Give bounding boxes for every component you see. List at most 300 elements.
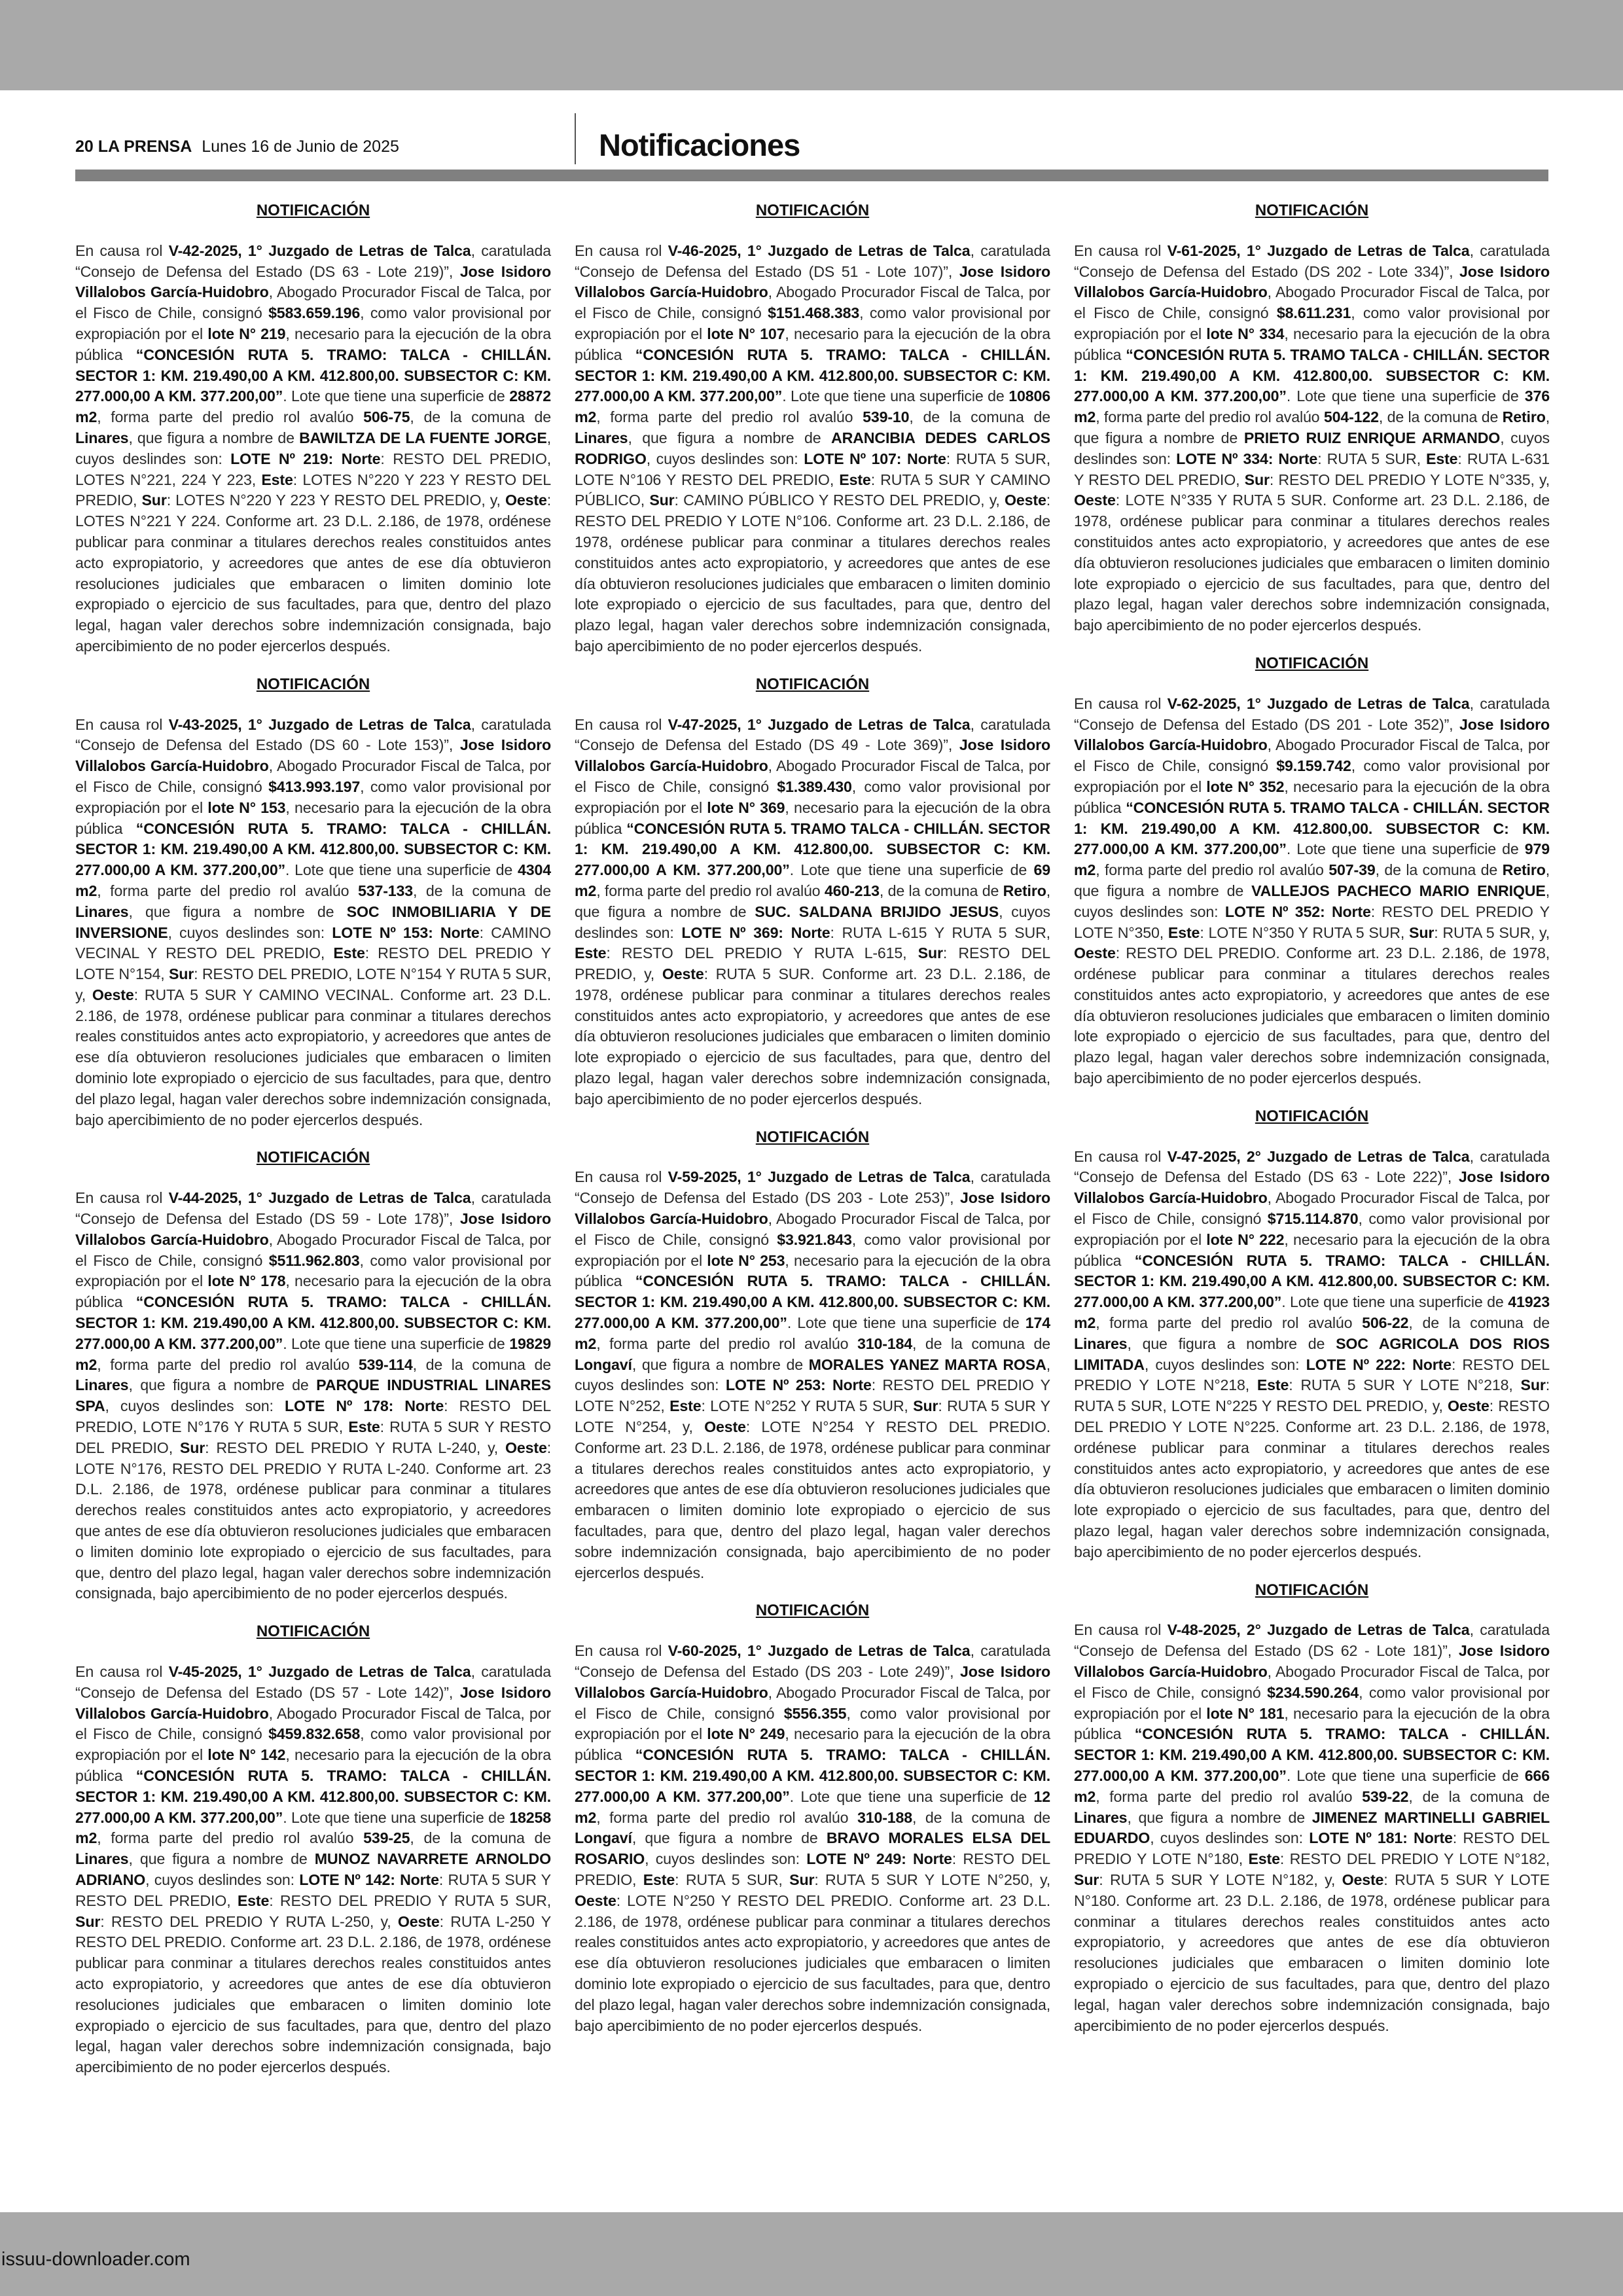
notice-text: , de la comuna de bbox=[912, 1335, 1050, 1352]
notice-bold-text: LOTE Nº 181: Norte bbox=[1309, 1829, 1453, 1847]
notice-bold-text: $234.590.264 bbox=[1267, 1683, 1359, 1701]
notice-text: : RUTA 5 SUR Y RESTO DEL PREDIO, bbox=[75, 1418, 552, 1456]
notice-text: , como valor provisional por expropiación por el bbox=[75, 778, 551, 816]
notice-text: : RUTA 5 SUR, LOTE N°225 Y RESTO DEL PREDIO, y, bbox=[1074, 1376, 1550, 1415]
notice-bold-text: lote N° 352 bbox=[1206, 778, 1285, 795]
notice bbox=[575, 1127, 1050, 1584]
notice-text: , Abogado Procurador Fiscal de Talca, por el Fisco de Chile, consignó bbox=[1074, 1663, 1550, 1701]
notice-bold-text: V-47-2025, 1° Juzgado de Letras de Talca bbox=[668, 715, 971, 733]
notice-bold-text: Jose Isidoro Villalobos García-Huidobro bbox=[75, 736, 551, 775]
notice-bold-text: 19829 m2 bbox=[75, 1335, 551, 1373]
notice-text: : LOTE N°335 Y RUTA 5 SUR. Conforme art. 23 D.L. 2.186, de 1978, ordénese publicar para conminar a titulares derechos reales constituidos antes acto expropiatorio, y acreedores que antes de ese día obtuvieron resoluciones judiciales que embaracen o limiten dominio lote expropiado o ejercicio de sus facultades, para que, dentro del plazo legal, hagan valer derechos sobre indemnización consignada, bajo apercibimiento de no poder ejercerlos después. bbox=[1074, 492, 1550, 634]
notice-text: : RESTO DEL PREDIO Y RUTA L-250, y, bbox=[100, 1912, 398, 1930]
notice-text: , caratulada “Consejo de Defensa del Estado (DS 201 - Lote 352)”, bbox=[1074, 694, 1550, 733]
notice-text: , caratulada “Consejo de Defensa del Estado (DS 63 - Lote 219)”, bbox=[75, 242, 551, 280]
notice-bold-text: “CONCESIÓN RUTA 5. TRAMO: TALCA - CHILLÁN. SECTOR 1: KM. 219.490,00 A KM. 412.800,00. SUBSECTOR C: KM. 277.000,00 A KM. 377.200,00” bbox=[75, 1767, 551, 1826]
notice-text: , que figura a nombre de bbox=[128, 1850, 315, 1868]
notice bbox=[75, 1147, 551, 1604]
notice-text: : CAMINO PÚBLICO Y RESTO DEL PREDIO, y, bbox=[674, 492, 1005, 509]
notice-text: , de la comuna de bbox=[879, 882, 1003, 899]
notice-bold-text: Linares bbox=[75, 903, 129, 920]
notice-bold-text: 310-184 bbox=[857, 1335, 913, 1352]
notice-text: . Lote que tiene una superficie de bbox=[1286, 387, 1525, 405]
notice-bold-text: Jose Isidoro Villalobos García-Huidobro bbox=[1074, 715, 1550, 754]
notice-title: NOTIFICACIÓN bbox=[1255, 202, 1369, 219]
notice-text: En causa rol bbox=[1074, 242, 1168, 259]
notice-bold-text: Este bbox=[333, 944, 365, 962]
notice-text: , forma parte del predio rol avalúo bbox=[1096, 861, 1329, 879]
notice-title: NOTIFICACIÓN bbox=[256, 202, 370, 219]
notice-bold-text: V-61-2025, 1° Juzgado de Letras de Talca bbox=[1167, 242, 1470, 259]
notice-text: , caratulada “Consejo de Defensa del Estado (DS 203 - Lote 253)”, bbox=[575, 1168, 1050, 1207]
notice-bold-text: 539-10 bbox=[863, 408, 910, 426]
notice-bold-text: Jose Isidoro Villalobos García-Huidobro bbox=[1074, 262, 1550, 301]
notice-bold-text: SUC. SALDANA BRIJIDO JESUS bbox=[755, 903, 999, 920]
notice-bold-text: PRIETO RUIZ ENRIQUE ARMANDO bbox=[1243, 429, 1501, 446]
notice bbox=[75, 1621, 551, 2078]
notice-text: : RESTO DEL PREDIO Y LOTE N°335, y, bbox=[1269, 471, 1550, 488]
notice-bold-text: 666 m2 bbox=[1074, 1767, 1550, 1805]
notice-bold-text: V-46-2025, 1° Juzgado de Letras de Talca bbox=[668, 242, 971, 259]
notice-bold-text: Oeste bbox=[397, 1912, 440, 1930]
notice-bold-text: Jose Isidoro Villalobos García-Huidobro bbox=[1074, 1642, 1550, 1680]
notice-bold-text: SOC AGRICOLA DOS RIOS LIMITADA bbox=[1074, 1335, 1550, 1373]
notice-text: , Abogado Procurador Fiscal de Talca, por el Fisco de Chile, consignó bbox=[575, 283, 1050, 322]
notice-text: , como valor provisional por expropiación por el bbox=[1074, 757, 1550, 795]
notice-text: , Abogado Procurador Fiscal de Talca, por el Fisco de Chile, consignó bbox=[75, 1230, 551, 1269]
notice-bold-text: MORALES YANEZ MARTA ROSA bbox=[808, 1355, 1046, 1373]
notice-text: , Abogado Procurador Fiscal de Talca, por el Fisco de Chile, consignó bbox=[75, 757, 551, 795]
column-3 bbox=[1074, 200, 1550, 2036]
notice-bold-text: Sur bbox=[75, 1912, 101, 1930]
notice-text: , caratulada “Consejo de Defensa del Estado (DS 203 - Lote 249)”, bbox=[575, 1642, 1050, 1680]
notice-text: . Lote que tiene una superficie de bbox=[787, 1314, 1026, 1332]
notice-text: En causa rol bbox=[75, 242, 169, 259]
notice-text: En causa rol bbox=[75, 715, 169, 733]
notice-bold-text: 18258 m2 bbox=[75, 1808, 551, 1847]
notice-text: , caratulada “Consejo de Defensa del Estado (DS 202 - Lote 334)”, bbox=[1074, 242, 1550, 280]
notice-text: , forma parte del predio rol avalúo bbox=[97, 1355, 359, 1373]
notice-body bbox=[1074, 694, 1550, 1089]
notice-text: , necesario para la ejecución de la obra pública bbox=[75, 1272, 551, 1311]
notice-text: : LOTE N°254 Y RESTO DEL PREDIO. Conforme art. 23 D.L. 2.186, de 1978, ordénese publicar para conminar a titulares derechos reales constituidos antes acto expropiatorio, y acreedores que antes de ese día obtuvieron resoluciones judiciales que embaracen o limiten dominio lote expropiado o ejercicio de sus facultades, para que, dentro del plazo legal, hagan valer derechos sobre indemnización consignada, bajo apercibimiento de no poder ejercerlos después. bbox=[575, 1418, 1050, 1581]
notice-text: , necesario para la ejecución de la obra pública bbox=[75, 325, 551, 363]
notice-text: En causa rol bbox=[575, 715, 668, 733]
notice-text: , forma parte del predio rol avalúo bbox=[97, 882, 358, 899]
notice-text: . Lote que tiene una superficie de bbox=[283, 1335, 510, 1352]
notice-bold-text: 506-22 bbox=[1362, 1314, 1409, 1332]
notice-text: , que figura a nombre de bbox=[128, 1376, 317, 1394]
notice-bold-text: Jose Isidoro Villalobos García-Huidobro bbox=[575, 1663, 1050, 1701]
notice-text: , cuyos deslindes son: bbox=[1144, 1355, 1306, 1373]
notice-bold-text: V-48-2025, 2° Juzgado de Letras de Talca bbox=[1167, 1621, 1470, 1639]
notice-bold-text: “CONCESIÓN RUTA 5. TRAMO TALCA - CHILLÁN. SECTOR 1: KM. 219.490,00 A KM. 412.800,00. SUBSECTOR C: KM. 277.000,00 A KM. 377.200,00” bbox=[1074, 798, 1550, 858]
notice-bold-text: Oeste bbox=[575, 1892, 616, 1909]
notice-text: , que figura a nombre de bbox=[1074, 861, 1550, 899]
notice-text: , de la comuna de bbox=[912, 1808, 1050, 1826]
notice-body bbox=[75, 715, 551, 1131]
notice-bold-text: Oeste bbox=[92, 986, 134, 1003]
notice-bold-text: Oeste bbox=[662, 965, 704, 983]
notice-text: , necesario para la ejecución de la obra pública bbox=[575, 325, 1050, 363]
notice-bold-text: 174 m2 bbox=[575, 1314, 1050, 1352]
notice-bold-text: BAWILTZA DE LA FUENTE JORGE bbox=[299, 429, 547, 446]
notice-bold-text: “CONCESIÓN RUTA 5. TRAMO TALCA - CHILLÁN. SECTOR 1: KM. 219.490,00 A KM. 412.800,00. SUBSECTOR C: KM. 277.000,00 A KM. 377.200,00” bbox=[1074, 346, 1550, 405]
notice-bold-text: $3.921.843 bbox=[777, 1230, 852, 1248]
notice-bold-text: Sur bbox=[1074, 1871, 1099, 1888]
notice-bold-text: V-45-2025, 1° Juzgado de Letras de Talca bbox=[168, 1663, 471, 1680]
notice-text: . Lote que tiene una superficie de bbox=[285, 861, 518, 879]
watermark: issuu-downloader.com bbox=[1, 2249, 190, 2270]
notice-text: , Abogado Procurador Fiscal de Talca, por el Fisco de Chile, consignó bbox=[575, 1210, 1050, 1248]
notice-text: , como valor provisional por expropiación por el bbox=[575, 1704, 1050, 1743]
notice-text: : RUTA 5 SUR. Conforme art. 23 D.L. 2.186, de 1978, ordénese publicar para conminar a titulares derechos reales constituidos antes acto expropiatorio, y acreedores que antes de ese día obtuvieron resoluciones judiciales que embaracen o limiten dominio lote expropiado o ejercicio de sus facultades, para que, dentro del plazo legal, hagan valer derechos sobre indemnización consignada, bajo apercibimiento de no poder ejercerlos después. bbox=[575, 965, 1050, 1107]
notice-bold-text: $9.159.742 bbox=[1276, 757, 1351, 775]
notice-text: : LOTE N°176, RESTO DEL PREDIO Y RUTA L-240. Conforme art. 23 D.L. 2.186, de 1978, ordénese publicar para conminar a titulares derechos reales constituidos antes acto expropiatorio, y acreedores que antes de ese día obtuvieron resoluciones judiciales que embaracen o limiten dominio lote expropiado o ejercicio de sus facultades, para que, dentro del plazo legal, hagan valer derechos sobre indemnización consignada, bajo apercibimiento de no poder ejercerlos después. bbox=[75, 1439, 551, 1602]
notice-bold-text: $556.355 bbox=[783, 1704, 847, 1722]
notice-body bbox=[575, 1167, 1050, 1583]
notice-body bbox=[75, 241, 551, 657]
notice-bold-text: V-44-2025, 1° Juzgado de Letras de Talca bbox=[168, 1189, 471, 1207]
notice-bold-text: V-42-2025, 1° Juzgado de Letras de Talca bbox=[168, 242, 471, 259]
notice-text: , cuyos deslindes son: bbox=[1150, 1829, 1310, 1847]
notice-text: , Abogado Procurador Fiscal de Talca, por el Fisco de Chile, consignó bbox=[1074, 1189, 1550, 1228]
notice-text: , como valor provisional por expropiación por el bbox=[75, 1251, 551, 1290]
notice-bold-text: Sur bbox=[141, 492, 167, 509]
notice bbox=[75, 674, 551, 1131]
notice-text: : RUTA 5 SUR Y LOTE N°218, bbox=[1289, 1376, 1521, 1394]
newspaper-page bbox=[0, 90, 1623, 2212]
notice-text: . Lote que tiene una superficie de bbox=[1286, 1767, 1525, 1784]
notice-text: . Lote que tiene una superficie de bbox=[782, 387, 1009, 405]
notice-text: : RUTA L-631 Y RESTO DEL PREDIO, bbox=[1074, 450, 1550, 488]
notice-bold-text: lote N° 369 bbox=[707, 798, 785, 816]
notice-text: : RESTO DEL PREDIO Y RUTA 5 SUR, bbox=[269, 1892, 551, 1909]
notice-bold-text: Jose Isidoro Villalobos García-Huidobro bbox=[75, 262, 551, 301]
notice-title: NOTIFICACIÓN bbox=[1255, 654, 1369, 672]
notice-text: : RESTO DEL PREDIO Y LOTE N°180, bbox=[1074, 1829, 1550, 1868]
notice-bold-text: 539-22 bbox=[1362, 1787, 1409, 1805]
notice-title: NOTIFICACIÓN bbox=[256, 1623, 370, 1641]
notice-bold-text: LOTE Nº 352: Norte bbox=[1224, 903, 1371, 920]
notice-bold-text: lote N° 253 bbox=[707, 1251, 785, 1269]
notice-text: , de la comuna de bbox=[1408, 1314, 1550, 1332]
notice-text: , cuyos deslindes son: bbox=[145, 1871, 300, 1888]
notice-title: NOTIFICACIÓN bbox=[755, 1602, 870, 1620]
column-1 bbox=[75, 200, 551, 2078]
notice-bold-text: Oeste bbox=[1342, 1871, 1384, 1888]
notice-bold-text: 979 m2 bbox=[1074, 840, 1550, 879]
notice-title: NOTIFICACIÓN bbox=[755, 1128, 870, 1146]
notice-text: : RESTO DEL PREDIO Y LOTE N°350, bbox=[1074, 903, 1550, 941]
notice-text: , de la comuna de bbox=[909, 408, 1050, 426]
notice-text: , forma parte del predio rol avalúo bbox=[596, 1808, 857, 1826]
notice-bold-text: Sur bbox=[649, 492, 675, 509]
notice-bold-text: $8.611.231 bbox=[1276, 304, 1351, 322]
notice-text: , caratulada “Consejo de Defensa del Estado (DS 62 - Lote 181)”, bbox=[1074, 1621, 1550, 1660]
notice-text: , caratulada “Consejo de Defensa del Estado (DS 59 - Lote 178)”, bbox=[75, 1189, 551, 1228]
notice-bold-text: $583.659.196 bbox=[268, 304, 361, 322]
notice-bold-text: 504-122 bbox=[1323, 408, 1379, 426]
notice-bold-text: Oeste bbox=[1448, 1397, 1489, 1415]
notice-text: . Lote que tiene una superficie de bbox=[789, 1787, 1034, 1805]
notice-text: : RESTO DEL PREDIO. Conforme art. 23 D.L. 2.186, de 1978, ordénese publicar para conminar a titulares derechos reales constituidos antes acto expropiatorio, y acreedores que antes de ese día obtuvieron resoluciones judiciales que embaracen o limiten dominio lote expropiado o ejercicio de sus facultades, para que, dentro del plazo legal, hagan valer derechos sobre indemnización consignada, bajo apercibimiento de no poder ejercerlos después. bbox=[1074, 944, 1550, 1087]
notice-text: : RESTO DEL PREDIO Y LOTE N°154, bbox=[75, 944, 551, 983]
notice-bold-text: Este bbox=[1426, 450, 1458, 467]
notice-title: NOTIFICACIÓN bbox=[1255, 1107, 1369, 1125]
notice-bold-text: $151.468.383 bbox=[768, 304, 860, 322]
notice-bold-text: Linares bbox=[75, 429, 129, 446]
notice-text: , de la comuna de bbox=[413, 882, 551, 899]
notice-text: , forma parte del predio rol avalúo bbox=[97, 1829, 364, 1847]
notice-bold-text: Este bbox=[348, 1418, 380, 1436]
notice-text: , cuyos deslindes son: bbox=[1074, 429, 1550, 467]
notice-bold-text: lote N° 334 bbox=[1206, 325, 1285, 342]
notice-bold-text: $1.389.430 bbox=[777, 778, 852, 795]
notice-title: NOTIFICACIÓN bbox=[1255, 1581, 1369, 1599]
notice bbox=[575, 200, 1050, 657]
notice-bold-text: LOTE Nº 334: Norte bbox=[1176, 450, 1318, 467]
notice-bold-text: Este bbox=[839, 471, 871, 488]
notice-text: , Abogado Procurador Fiscal de Talca, por el Fisco de Chile, consignó bbox=[1074, 736, 1550, 775]
notice-title: NOTIFICACIÓN bbox=[256, 675, 370, 693]
notice-text: , que figura a nombre de bbox=[128, 903, 347, 920]
notice-text: . Lote que tiene una superficie de bbox=[283, 387, 510, 405]
notice bbox=[1074, 1106, 1550, 1563]
notice-bold-text: Retiro bbox=[1502, 408, 1546, 426]
notice bbox=[1074, 653, 1550, 1089]
notice-text: : RUTA 5 SUR Y LOTE N°180. Conforme art. 23 D.L. 2.186, de 1978, ordénese publicar para conminar a titulares derechos reales constituidos antes acto expropiatorio, y acreedores que antes de ese día obtuvieron resoluciones judiciales que embaracen o limiten dominio lote expropiado o ejercicio de sus facultades, para que, dentro del plazo legal, hagan valer derechos sobre indemnización consignada, bajo apercibimiento de no poder ejercerlos después. bbox=[1074, 1871, 1550, 2034]
notice-text: : RUTA 5 SUR, bbox=[675, 1871, 790, 1888]
notice-text: , Abogado Procurador Fiscal de Talca, por el Fisco de Chile, consignó bbox=[75, 1704, 551, 1743]
notice-text: : RESTO DEL PREDIO Y RUTA L-240, y, bbox=[205, 1439, 505, 1456]
issue-date: Lunes 16 de Junio de 2025 bbox=[202, 137, 399, 156]
notice-text: , cuyos deslindes son: bbox=[645, 1850, 807, 1868]
notice-bold-text: lote N° 249 bbox=[707, 1725, 785, 1743]
notice-bold-text: Jose Isidoro Villalobos García-Huidobro bbox=[575, 262, 1050, 301]
notice-bold-text: 376 m2 bbox=[1074, 387, 1550, 426]
notice-bold-text: 539-114 bbox=[358, 1355, 413, 1373]
notice-bold-text: $459.832.658 bbox=[268, 1725, 361, 1743]
notice-text: : RESTO DEL PREDIO Y LOTE N°106. Conforme art. 23 D.L. 2.186, de 1978, ordénese publicar para conminar a titulares derechos reales constituidos antes acto expropiatorio, y acreedores que antes de ese día obtuvieron resoluciones judiciales que embaracen o limiten dominio lote expropiado o ejercicio de sus facultades, para que, dentro del plazo legal, hagan valer derechos sobre indemnización consignada, bajo apercibimiento de no poder ejercerlos después. bbox=[575, 492, 1050, 655]
notice-text: , caratulada “Consejo de Defensa del Estado (DS 60 - Lote 153)”, bbox=[75, 715, 551, 754]
notice-text: , caratulada “Consejo de Defensa del Estado (DS 51 - Lote 107)”, bbox=[575, 242, 1050, 280]
notice bbox=[75, 200, 551, 657]
notice-bold-text: Oeste bbox=[1005, 492, 1046, 509]
notice-bold-text: Este bbox=[1248, 1850, 1280, 1868]
notice bbox=[575, 674, 1050, 1110]
notice-bold-text: BRAVO MORALES ELSA DEL ROSARIO bbox=[575, 1829, 1051, 1868]
notice-text: . Lote que tiene una superficie de bbox=[283, 1808, 510, 1826]
notice-bold-text: “CONCESIÓN RUTA 5. TRAMO: TALCA - CHILLÁN. SECTOR 1: KM. 219.490,00 A KM. 412.800,00. SUBSECTOR C: KM. 277.000,00 A KM. 377.200,00” bbox=[575, 1746, 1050, 1805]
notice-bold-text: Oeste bbox=[505, 492, 547, 509]
notice-text: : RESTO DEL PREDIO, bbox=[575, 1850, 1050, 1888]
notice-text: , como valor provisional por expropiación por el bbox=[1074, 1683, 1550, 1722]
notice-text: , que figura a nombre de bbox=[632, 1829, 827, 1847]
notice-bold-text: Retiro bbox=[1502, 861, 1546, 879]
notice-text: , Abogado Procurador Fiscal de Talca, por el Fisco de Chile, consignó bbox=[1074, 283, 1550, 322]
notice-bold-text: Longaví bbox=[575, 1355, 632, 1373]
notice-bold-text: “CONCESIÓN RUTA 5. TRAMO TALCA - CHILLÁN. SECTOR 1: KM. 219.490,00 A KM. 412.800,00. SUBSECTOR C: KM. 277.000,00 A KM. 377.200,00” bbox=[575, 819, 1050, 879]
notice-text: : LOTE N°250 Y RESTO DEL PREDIO. Conforme art. 23 D.L. 2.186, de 1978, ordénese publicar para conminar a titulares derechos reales constituidos antes acto expropiatorio, y acreedores que antes de ese día obtuvieron resoluciones judiciales que embaracen o limiten dominio lote expropiado o ejercicio de sus facultades, para que, dentro del plazo legal, hagan valer derechos sobre indemnización consignada, bajo apercibimiento de no poder ejercerlos después. bbox=[575, 1892, 1050, 2034]
notice-bold-text: Oeste bbox=[1074, 492, 1116, 509]
notice-bold-text: Linares bbox=[75, 1376, 129, 1394]
notice-text: , forma parte del predio rol avalúo bbox=[596, 882, 825, 899]
notice-text: , de la comuna de bbox=[412, 1355, 551, 1373]
notice-bold-text: LOTE Nº 107: Norte bbox=[804, 450, 946, 467]
notice-text: : RUTA L-250 Y RESTO DEL PREDIO. Conforme art. 23 D.L. 2.186, de 1978, ordénese publicar para conminar a titulares derechos reales constituidos antes acto expropiatorio, y acreedores que antes de ese día obtuvieron resoluciones judiciales que embaracen o limiten dominio lote expropiado o ejercicio de sus facultades, para que, dentro del plazo legal, hagan valer derechos sobre indemnización consignada, bajo apercibimiento de no poder ejercerlos después. bbox=[75, 1912, 552, 2076]
notice-bold-text: “CONCESIÓN RUTA 5. TRAMO: TALCA - CHILLÁN. SECTOR 1: KM. 219.490,00 A KM. 412.800,00. SUBSECTOR C: KM. 277.000,00 A KM. 377.200,00” bbox=[75, 1293, 551, 1352]
notice-bold-text: Linares bbox=[1074, 1808, 1128, 1826]
notice-text: En causa rol bbox=[1074, 1621, 1168, 1639]
notice-bold-text: Oeste bbox=[704, 1418, 746, 1436]
notice-text: , que figura a nombre de bbox=[575, 882, 1050, 920]
notice-text: : RESTO DEL PREDIO, LOTE N°154 Y RUTA 5 SUR, y, bbox=[75, 965, 552, 1003]
notice-text: , Abogado Procurador Fiscal de Talca, por el Fisco de Chile, consignó bbox=[575, 1683, 1050, 1722]
notice-text: , forma parte del predio rol avalúo bbox=[596, 1335, 857, 1352]
notice-bold-text: Linares bbox=[575, 429, 628, 446]
notice-text: , necesario para la ejecución de la obra pública bbox=[575, 1725, 1050, 1764]
notice-text: : RUTA 5 SUR, y, bbox=[1434, 924, 1550, 941]
notice-text: , necesario para la ejecución de la obra pública bbox=[1074, 1230, 1550, 1269]
notice-bold-text: Sur bbox=[1409, 924, 1435, 941]
notice-bold-text: lote N° 107 bbox=[707, 325, 785, 342]
notice-bold-text: Sur bbox=[179, 1439, 205, 1456]
notice-text: En causa rol bbox=[575, 1642, 668, 1660]
notice-bold-text: Este bbox=[1168, 924, 1200, 941]
notice-text: , como valor provisional por expropiación por el bbox=[575, 1230, 1050, 1269]
notice-text: , forma parte del predio rol avalúo bbox=[596, 408, 863, 426]
notice-text: , que figura a nombre de bbox=[1127, 1335, 1336, 1352]
notice-body bbox=[1074, 1147, 1550, 1563]
notice-bold-text: 28872 m2 bbox=[75, 387, 551, 426]
notice-bold-text: Jose Isidoro Villalobos García-Huidobro bbox=[75, 1683, 551, 1722]
notice-bold-text: Jose Isidoro Villalobos García-Huidobro bbox=[575, 1189, 1050, 1228]
notice-bold-text: Sur bbox=[918, 944, 943, 962]
notice-bold-text: 506-75 bbox=[363, 408, 410, 426]
notice-bold-text: 507-39 bbox=[1329, 861, 1376, 879]
notice-text: , cuyos deslindes son: bbox=[1074, 882, 1550, 920]
notice-bold-text: “CONCESIÓN RUTA 5. TRAMO: TALCA - CHILLÁN. SECTOR 1: KM. 219.490,00 A KM. 412.800,00. SUBSECTOR C: KM. 277.000,00 A KM. 377.200,00” bbox=[75, 346, 551, 405]
notice-text: , caratulada “Consejo de Defensa del Estado (DS 63 - Lote 222)”, bbox=[1074, 1147, 1550, 1186]
notice-bold-text: lote N° 178 bbox=[207, 1272, 286, 1290]
notice-body bbox=[1074, 1620, 1550, 2036]
notice-text: , necesario para la ejecución de la obra pública bbox=[75, 798, 551, 837]
notice-text: En causa rol bbox=[75, 1663, 169, 1680]
notice-text: En causa rol bbox=[575, 242, 668, 259]
notice-bold-text: 539-25 bbox=[363, 1829, 410, 1847]
notice-text: , forma parte del predio rol avalúo bbox=[97, 408, 364, 426]
notice-bold-text: Sur bbox=[168, 965, 194, 983]
notice-text: : RESTO DEL PREDIO Y LOTE N°252, bbox=[575, 1376, 1050, 1415]
notice-text: , necesario para la ejecución de la obra pública bbox=[575, 1251, 1050, 1290]
notice-text: : RUTA 5 SUR Y CAMINO PÚBLICO, bbox=[575, 471, 1050, 509]
notice-text: , que figura a nombre de bbox=[628, 429, 831, 446]
notice-body bbox=[1074, 241, 1550, 636]
notice-text: : RUTA 5 SUR, LOTE N°106 Y RESTO DEL PREDIO, bbox=[575, 450, 1050, 488]
notice-text: , que figura a nombre de bbox=[632, 1355, 809, 1373]
notice-bold-text: Longaví bbox=[575, 1829, 632, 1847]
notice-bold-text: Este bbox=[669, 1397, 702, 1415]
notice-bold-text: lote N° 142 bbox=[207, 1746, 286, 1764]
notice-bold-text: “CONCESIÓN RUTA 5. TRAMO: TALCA - CHILLÁN. SECTOR 1: KM. 219.490,00 A KM. 412.800,00. SUBSECTOR C: KM. 277.000,00 A KM. 377.200,00” bbox=[1074, 1251, 1550, 1311]
column-2 bbox=[575, 200, 1050, 2036]
notice-text: , necesario para la ejecución de la obra pública bbox=[1074, 778, 1550, 816]
notice bbox=[1074, 1580, 1550, 2037]
notice-text: , necesario para la ejecución de la obra pública bbox=[1074, 1704, 1550, 1743]
page-label: 20 LA PRENSA bbox=[75, 137, 192, 156]
notice-text: : RESTO DEL PREDIO, LOTES N°221, 224 Y 223, bbox=[75, 450, 552, 488]
notice-bold-text: Linares bbox=[1074, 1335, 1128, 1352]
notice-text: : RUTA 5 SUR, bbox=[1317, 450, 1427, 467]
notice-bold-text: MUNOZ NAVARRETE ARNOLDO ADRIANO bbox=[75, 1850, 552, 1888]
notice-bold-text: lote N° 222 bbox=[1206, 1230, 1285, 1248]
notice-text: : LOTES N°220 Y 223 Y RESTO DEL PREDIO, y, bbox=[166, 492, 506, 509]
notice-text: , como valor provisional por expropiación por el bbox=[1074, 1210, 1550, 1248]
notice-text: , cuyos deslindes son: bbox=[168, 924, 332, 941]
notice-bold-text: 41923 m2 bbox=[1074, 1293, 1550, 1332]
notice-bold-text: 69 m2 bbox=[575, 861, 1050, 899]
notice-text: : RESTO DEL PREDIO Y LOTE N°182, bbox=[1279, 1850, 1550, 1868]
notice-text: . Lote que tiene una superficie de bbox=[1286, 840, 1525, 858]
notice-text: En causa rol bbox=[1074, 694, 1168, 712]
notice-bold-text: Sur bbox=[789, 1871, 815, 1888]
section-title: Notificaciones bbox=[599, 128, 800, 162]
notice-body bbox=[575, 715, 1050, 1110]
notice-bold-text: 460-213 bbox=[824, 882, 880, 899]
notice-text: , necesario para la ejecución de la obra pública bbox=[1074, 325, 1550, 363]
notice-bold-text: LOTE Nº 369: Norte bbox=[681, 924, 830, 941]
notice-text: : LOTES N°220 Y 223 Y RESTO DEL PREDIO, bbox=[75, 471, 551, 509]
notice-text: : RESTO DEL PREDIO, y, bbox=[575, 944, 1050, 983]
notice-text: : LOTES N°221 Y 224. Conforme art. 23 D.L. 2.186, de 1978, ordénese publicar para conminar a titulares derechos reales constituidos antes acto expropiatorio, y acreedores que antes de ese día obtuvieron resoluciones judiciales que embaracen o limiten dominio lote expropiado o ejercicio de sus facultades, para que, dentro del plazo legal, hagan valer derechos sobre indemnización consignada, bajo apercibimiento de no poder ejercerlos después. bbox=[75, 492, 552, 655]
notice-bold-text: 12 m2 bbox=[575, 1787, 1050, 1826]
notice-bold-text: “CONCESIÓN RUTA 5. TRAMO: TALCA - CHILLÁN. SECTOR 1: KM. 219.490,00 A KM. 412.800,00. SUBSECTOR C: KM. 277.000,00 A KM. 377.200,00” bbox=[575, 1272, 1050, 1332]
notice-bold-text: lote N° 219 bbox=[207, 325, 286, 342]
notice-bold-text: $715.114.870 bbox=[1267, 1210, 1359, 1228]
notice-text: : RUTA 5 SUR Y CAMINO VECINAL. Conforme art. 23 D.L. 2.186, de 1978, ordénese publicar para conminar a titulares derechos reales constituidos antes acto expropiatorio, y acreedores que antes de ese día obtuvieron resoluciones judiciales que embaracen o limiten dominio lote expropiado o ejercicio de sus facultades, para que, dentro del plazo legal, hagan valer derechos sobre indemnización consignada, bajo apercibimiento de no poder ejercerlos después. bbox=[75, 986, 551, 1128]
notice-bold-text: $511.962.803 bbox=[268, 1251, 360, 1269]
notice-text: , cuyos deslindes son: bbox=[646, 450, 804, 467]
notice-text: , como valor provisional por expropiación por el bbox=[75, 304, 551, 342]
notice-text: : RUTA 5 SUR Y LOTE N°250, y, bbox=[814, 1871, 1051, 1888]
notice-bold-text: lote N° 181 bbox=[1206, 1704, 1285, 1722]
notice-text: : CAMINO VECINAL Y RESTO DEL PREDIO, bbox=[75, 924, 551, 962]
notice-bold-text: V-59-2025, 1° Juzgado de Letras de Talca bbox=[668, 1168, 971, 1186]
notice-bold-text: lote N° 153 bbox=[207, 798, 286, 816]
notice-text: : RUTA 5 SUR Y LOTE N°254, y, bbox=[575, 1397, 1050, 1436]
notice-text: , cuyos deslindes son: bbox=[105, 1397, 285, 1415]
header-divider bbox=[575, 113, 576, 164]
notice-bold-text: Jose Isidoro Villalobos García-Huidobro bbox=[1074, 1168, 1550, 1207]
notice-text: , caratulada “Consejo de Defensa del Estado (DS 57 - Lote 142)”, bbox=[75, 1663, 551, 1701]
notice-bold-text: Este bbox=[643, 1871, 675, 1888]
notice-text: , como valor provisional por expropiación por el bbox=[575, 778, 1050, 816]
notice-bold-text: 537-133 bbox=[358, 882, 414, 899]
notice-bold-text: LOTE Nº 249: Norte bbox=[806, 1850, 952, 1868]
notice-text: En causa rol bbox=[575, 1168, 668, 1186]
notice-text: , forma parte del predio rol avalúo bbox=[1096, 408, 1324, 426]
notice-text: , forma parte del predio rol avalúo bbox=[1096, 1787, 1363, 1805]
notice bbox=[575, 1600, 1050, 2036]
notice-bold-text: $413.993.197 bbox=[268, 778, 361, 795]
notice-bold-text: SOC INMOBILIARIA Y DE INVERSIONE bbox=[75, 903, 552, 941]
notice-bold-text: Este bbox=[575, 944, 607, 962]
notice-title: NOTIFICACIÓN bbox=[755, 675, 870, 693]
notice-bold-text: PARQUE INDUSTRIAL LINARES SPA bbox=[75, 1376, 551, 1415]
notice-bold-text: Jose Isidoro Villalobos García-Huidobro bbox=[575, 736, 1050, 775]
notice-text: , que figura a nombre de bbox=[128, 429, 300, 446]
